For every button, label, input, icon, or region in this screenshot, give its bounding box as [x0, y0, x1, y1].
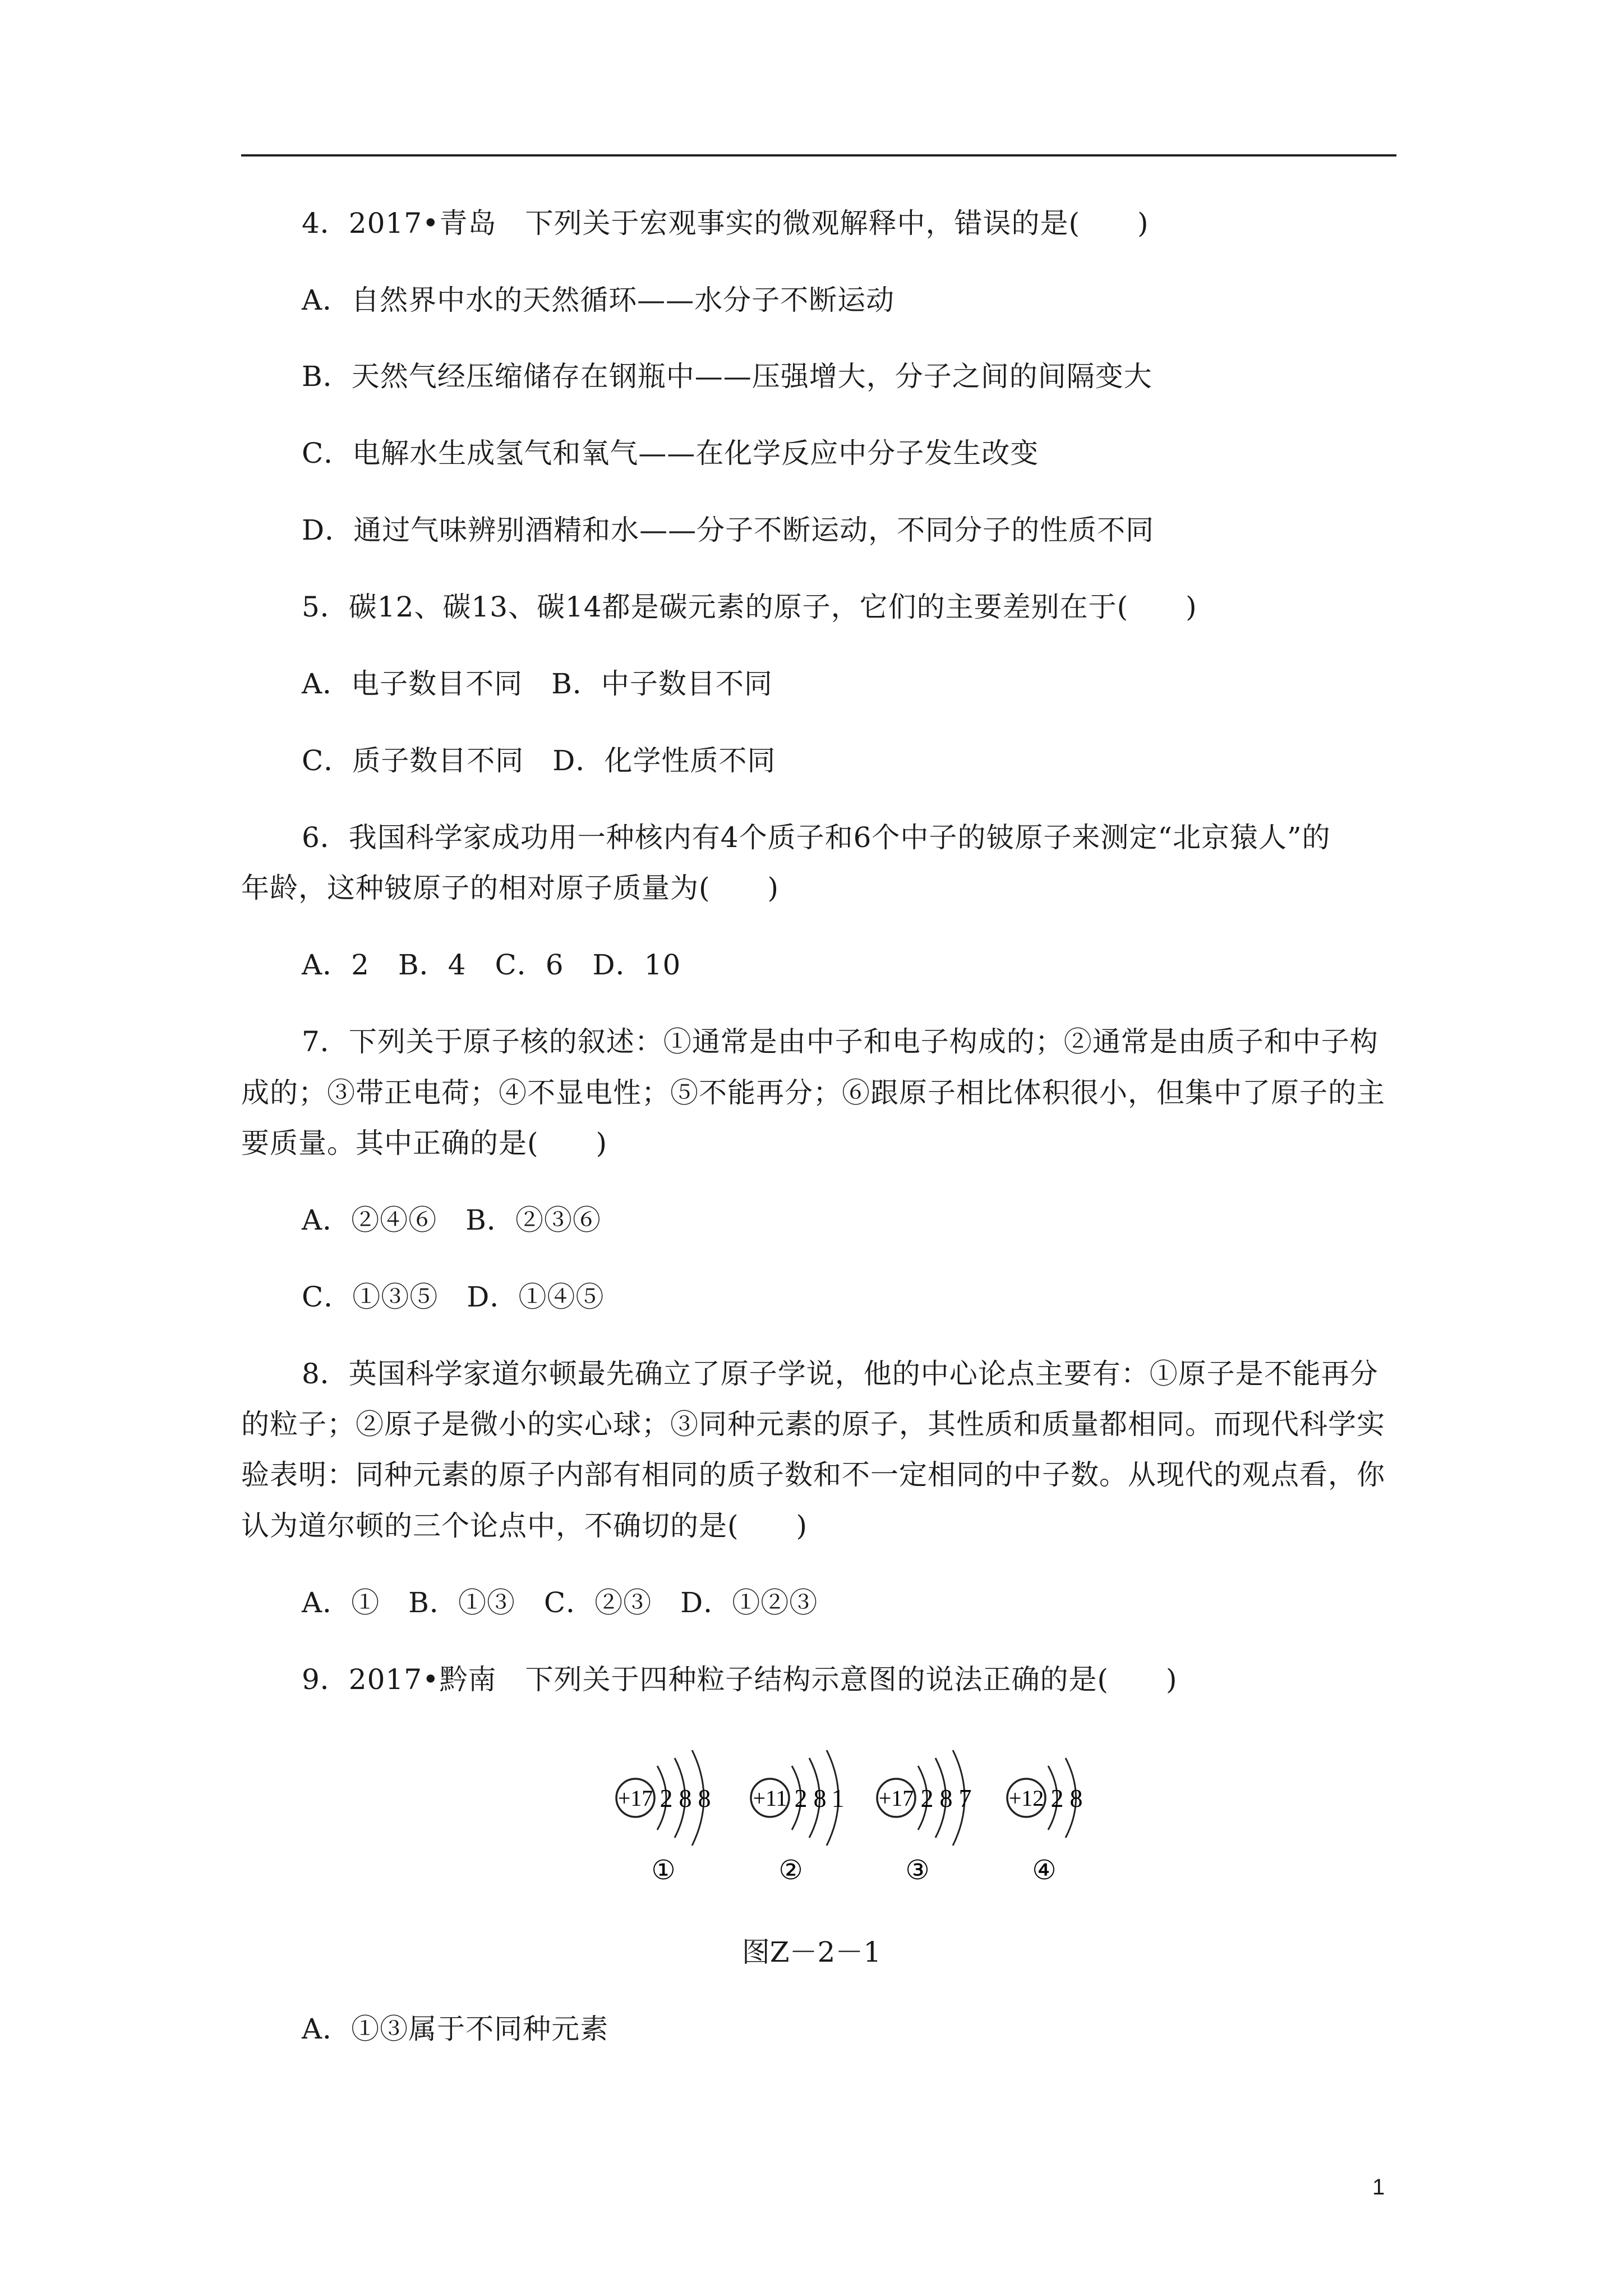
atom-3-nucleus: +17 — [878, 1786, 914, 1811]
q8-options: A．① B．①③ C．②③ D．①②③ — [302, 1586, 818, 1619]
q7-stem-line3: 要质量。其中正确的是( ) — [241, 1127, 608, 1159]
atom-4-shell-2: 8 — [1069, 1784, 1083, 1812]
q4-option-c: C．电解水生成氢气和氧气——在化学反应中分子发生改变 — [302, 437, 1039, 470]
q9-option-a: A．①③属于不同种元素 — [302, 2013, 609, 2045]
atom-1-shell-3: 8 — [698, 1784, 711, 1812]
q6-stem-line1: 6．我国科学家成功用一种核内有4个质子和6个中子的铍原子来测定“北京猿人”的 — [302, 821, 1331, 854]
q8-stem-line2: 的粒子；②原子是微小的实心球；③同种元素的原子，其性质和质量都相同。而现代科学实 — [241, 1408, 1385, 1441]
atom-2-shell-2: 8 — [813, 1784, 827, 1812]
q4-stem: 4．2017•青岛 下列关于宏观事实的微观解释中，错误的是( ) — [302, 207, 1149, 240]
q4-option-d: D．通过气味辨别酒精和水——分子不断运动，不同分子的性质不同 — [302, 514, 1155, 546]
q7-options-ab: A．②④⑥ B．②③⑥ — [302, 1204, 601, 1236]
atom-4 — [1007, 1758, 1083, 1886]
q4-option-a: A．自然界中水的天然循环——水分子不断运动 — [302, 284, 895, 316]
atom-1-shell-2: 8 — [679, 1784, 692, 1812]
atom-4-nucleus: +12 — [1008, 1786, 1044, 1811]
q7-stem-line1: 7．下列关于原子核的叙述：①通常是由中子和电子构成的；②通常是由质子和中子构 — [302, 1025, 1378, 1058]
atom-1-nucleus: +17 — [617, 1786, 653, 1811]
atom-4-label: ④ — [1032, 1855, 1057, 1886]
atom-1 — [616, 1750, 711, 1886]
q7-stem-line2: 成的；③带正电荷；④不显电性；⑤不能再分；⑥跟原子相比体积很小，但集中了原子的主 — [241, 1076, 1385, 1109]
q8-stem-line1: 8．英国科学家道尔顿最先确立了原子学说，他的中心论点主要有：①原子是不能再分 — [302, 1358, 1378, 1390]
q7-options-cd: C．①③⑤ D．①④⑤ — [302, 1281, 605, 1313]
q6-stem-line2: 年龄，这种铍原子的相对原子质量为( ) — [241, 872, 780, 904]
atom-2 — [751, 1750, 845, 1886]
atom-3-shell-3: 7 — [958, 1784, 972, 1812]
q9-stem: 9．2017•黔南 下列关于四种粒子结构示意图的说法正确的是( ) — [302, 1663, 1178, 1696]
q5-stem: 5．碳12、碳13、碳14都是碳元素的原子，它们的主要差别在于( ) — [302, 591, 1197, 623]
atom-2-shell-1: 2 — [794, 1784, 808, 1812]
atom-3-label: ③ — [905, 1855, 930, 1886]
atom-4-shell-1: 2 — [1050, 1784, 1064, 1812]
atom-1-shell-1: 2 — [660, 1784, 673, 1812]
q5-options-ab: A．电子数目不同 B．中子数目不同 — [302, 668, 773, 700]
q8-stem-line3: 验表明：同种元素的原子内部有相同的质子数和不一定相同的中子数。从现代的观点看，你 — [241, 1458, 1385, 1491]
q8-stem-line4: 认为道尔顿的三个论点中，不确切的是( ) — [241, 1510, 808, 1542]
atom-3 — [877, 1750, 972, 1886]
atom-2-label: ② — [778, 1855, 803, 1886]
q5-options-cd: C．质子数目不同 D．化学性质不同 — [302, 744, 776, 777]
atom-2-nucleus: +11 — [753, 1786, 787, 1811]
q4-option-b: B．天然气经压缩储存在钢瓶中——压强增大，分子之间的间隔变大 — [302, 360, 1152, 393]
atom-1-label: ① — [651, 1855, 676, 1886]
atom-3-shell-2: 8 — [939, 1784, 953, 1812]
atom-3-shell-1: 2 — [920, 1784, 934, 1812]
q6-options: A．2 B．4 C．6 D．10 — [302, 949, 681, 981]
figure-caption: 图Z－2－1 — [741, 1936, 882, 1968]
atom-2-shell-3: 1 — [831, 1784, 845, 1812]
page-number: 1 — [1372, 2175, 1385, 2200]
